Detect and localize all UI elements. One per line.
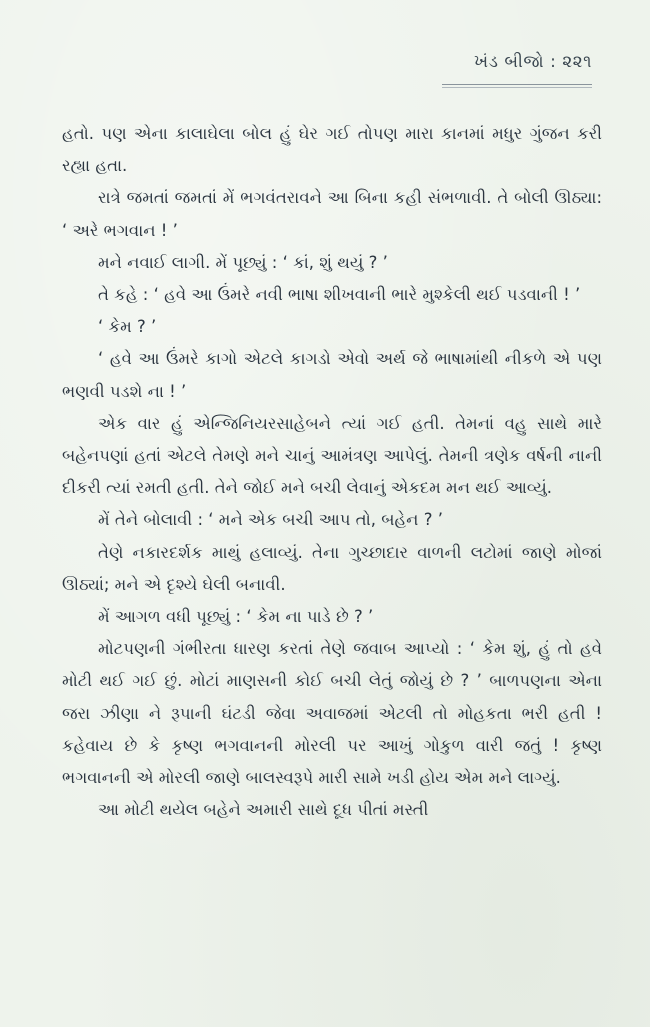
paragraph: હતો. પણ એના કાલાઘેલા બોલ હું ઘેર ગઈ તોપણ મારા કાનમાં મધુર ગુંજન કરી રહ્યા હતા. — [62, 124, 602, 176]
running-head: ખંડ બીજો : ૨૨૧ — [474, 52, 592, 72]
paragraph: મેં આગળ વધી પૂછ્યું : ‘ કેમ ના પાડે છે ? ’ — [98, 607, 374, 627]
paragraph: ‘ કેમ ? ’ — [98, 317, 157, 337]
paragraph: તે કહે : ‘ હવે આ ઉંમરે નવી ભાષા શીખવાની ભારે મુશ્કેલી થઈ પડવાની ! ’ — [98, 285, 581, 305]
paragraph: ‘ હવે આ ઉંમરે કાગો એટલે કાગડો એવો અર્થ જે ભાષામાંથી નીકળે એ પણ ભણવી પડશે ના ! ’ — [62, 349, 602, 401]
paragraph: એક વાર હું એન્જિનિયરસાહેબને ત્યાં ગઈ હતી. તેમનાં વહુ સાથે મારે બહેનપણાં હતાં એટલે તેમણે મને ચાનું આમંત્રણ આપેલું. તેમની ત્રણેક વર્ષની નાની દીકરી ત્યાં રમતી હતી. તેને જોઈ મને બચી લેવાનું એકદમ મન થઈ આવ્યું. — [62, 413, 602, 498]
paragraph: મને નવાઈ લાગી. મેં પૂછ્યું : ‘ કાં, શું થયું ? ’ — [98, 252, 388, 272]
paragraph: મોટપણની ગંભીરતા ધારણ કરતાં તેણે જવાબ આપ્યો : ‘ કેમ શું, હું તો હવે મોટી થઈ ગઈ છું. મોટાં માણસની કોઈ બચી લેતું જોયું છે ? ’ બાળપણના એના જરા ઝીણા ને રૂપાની ઘંટડી જેવા અવાજમાં એટલી તો મોહકતા ભરી હતી ! કહેવાય છે કે કૃષ્ણ ભગવાનની મોરલી પર આખું ગોકુળ વારી જતું ! કૃષ્ણ ભગવાનની એ મોરલી જાણે બાલસ્વરૂપે મારી સામે ખડી હોય એમ મને લાગ્યું. — [62, 639, 602, 788]
paragraph: મેં તેને બોલાવી : ‘ મને એક બચી આપ તો, બહેન ? ’ — [98, 510, 443, 530]
paragraph: તેણે નકારદર્શક માથું હલાવ્યું. તેના ગુચ્છાદાર વાળની લટોમાં જાણે મોજાં ઊઠ્યાં; મને એ દૃશ્યે ઘેલી બનાવી. — [62, 542, 602, 594]
paragraph: રાત્રે જમતાં જમતાં મેં ભગવંતરાવને આ બિના કહી સંભળાવી. તે બોલી ઊઠ્યા: ‘ અરે ભગવાન ! ’ — [62, 188, 602, 240]
header-rule — [442, 84, 592, 88]
paragraph: આ મોટી થયેલ બહેને અમારી સાથે દૂધ પીતાં મસ્તી — [98, 800, 429, 820]
body-text — [62, 118, 602, 826]
